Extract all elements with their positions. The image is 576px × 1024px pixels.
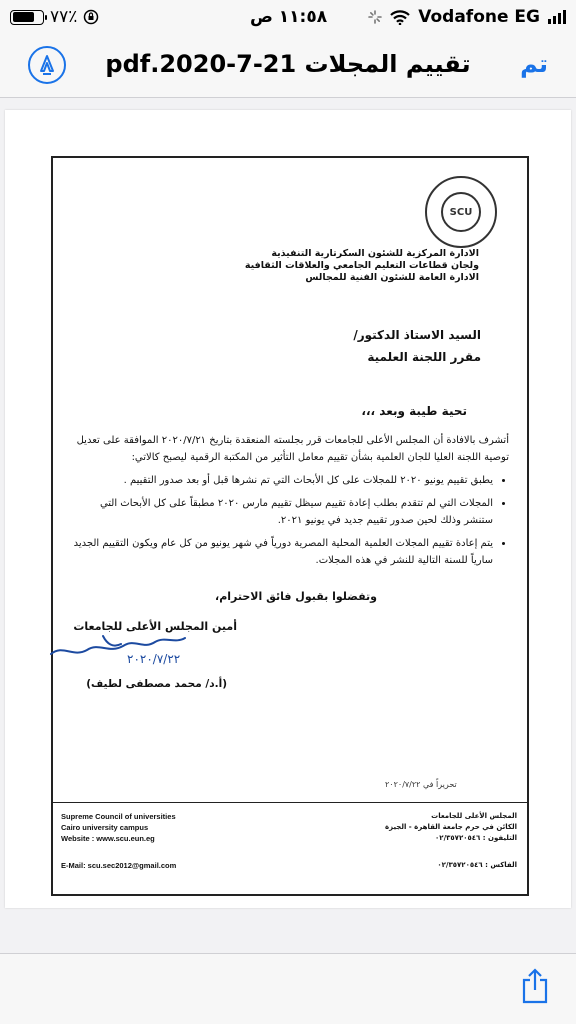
footer-line: الكائن في حرم جامعة القاهرة - الجيزة <box>384 823 517 831</box>
wifi-icon <box>390 10 410 25</box>
greeting: تحية طيبة وبعد ،،، <box>361 404 467 418</box>
decision-item: • يتم إعادة تقييم المجلات العلمية المحلية المصرية دورياً في شهر يونيو من كل عام ويكون التقييم الجديد سارياً للسنة التالية للنشر في هذه المجلات. <box>69 535 493 569</box>
footer-arabic <box>297 811 517 844</box>
status-bar <box>0 0 576 34</box>
org-line: الادارة العامة للشئون الفنية للمجالس <box>305 272 479 283</box>
decision-item: • يطبق تقييم يونيو ٢٠٢٠ للمجلات على كل الأبحاث التي تم نشرها قبل أو بعد صدور التقييم . <box>69 472 493 489</box>
carrier-name: Vodafone EG <box>418 7 540 27</box>
status-time: ١١:٥٨ ص <box>250 7 328 27</box>
loading-spinner-icon <box>368 10 382 24</box>
decision-list <box>69 472 509 569</box>
footer-line: Supreme Council of universities <box>61 812 176 821</box>
orientation-lock-icon <box>83 9 99 25</box>
addressee <box>181 324 481 368</box>
recipient: مقرر اللجنة العلمية <box>367 350 481 364</box>
footer-line: التليفون : ٠٢/٣٥٧٢٠٥٤٦ <box>435 834 517 842</box>
seal-text: SCU <box>441 192 481 232</box>
letter-footer <box>53 802 527 893</box>
pdf-page <box>5 110 571 908</box>
bottom-toolbar <box>0 953 576 1024</box>
battery-percent: ٧٧٪ <box>50 7 78 27</box>
markup-button[interactable] <box>28 46 66 84</box>
letter-body <box>69 432 509 575</box>
org-line: ولجان قطاعات التعليم الجامعي والعلاقات الثقافية <box>244 260 479 271</box>
closing-line: وتفضلوا بقبول فائق الاحترام، <box>215 590 377 603</box>
decision-item: • المجلات التي لم تتقدم بطلب إعادة تقييم سيظل تقييم مارس ٢٠٢٠ مطبقاً على كل الأبحاث التي ستنشر وذلك لحين صدور تقييم جديد في يونيو ٢٠٢١. <box>69 495 493 529</box>
markup-pen-icon <box>36 54 58 76</box>
letterhead <box>159 248 479 284</box>
signer-name: (أ.د/ محمد مصطفى لطيف) <box>86 678 227 690</box>
share-button[interactable] <box>520 968 550 1004</box>
status-left <box>10 7 99 27</box>
signal-icon <box>548 10 566 24</box>
share-icon <box>520 968 550 1004</box>
issue-date: تحريراً في ٢٠٢٠/٧/٢٢ <box>385 780 457 789</box>
footer-english <box>61 811 176 844</box>
footer-line: المجلس الأعلى للجامعات <box>431 812 517 820</box>
salutation: السيد الاستاذ الدكتور/ <box>353 328 481 342</box>
battery-icon <box>10 10 44 25</box>
done-button[interactable]: تم <box>520 50 548 78</box>
footer-email: E-Mail: scu.sec2012@gmail.com <box>61 861 177 870</box>
signature-date: ٢٠٢٠/٧/٢٢ <box>127 652 181 666</box>
footer-line: Cairo university campus <box>61 823 149 832</box>
footer-fax: الفاكس : ٠٢/٣٥٧٢٠٥٤٦ <box>437 861 517 869</box>
intro-paragraph: أتشرف بالافادة أن المجلس الأعلى للجامعات قرر بجلسته المنعقدة بتاريخ ٢٠٢٠/٧/٢١ الموافقة على تعديل توصية اللجنة العليا للجان العلمية بشأن تقييم معامل التأثير من المكتبة الرقمية ليصبح كالاتي: <box>76 435 509 463</box>
letter-frame <box>51 156 529 896</box>
document-title: تقييم المجلات 21-7-2020.pdf <box>105 50 471 78</box>
footer-line: Website : www.scu.eun.eg <box>61 834 155 843</box>
council-seal-logo <box>425 176 497 248</box>
pdf-viewer[interactable] <box>0 98 576 953</box>
signer-title: أمين المجلس الأعلى للجامعات <box>73 620 237 633</box>
navigation-bar <box>0 34 576 98</box>
status-right <box>368 7 566 27</box>
org-line: الادارة المركزية للشئون السكرتارية التنفيذية <box>271 248 479 259</box>
